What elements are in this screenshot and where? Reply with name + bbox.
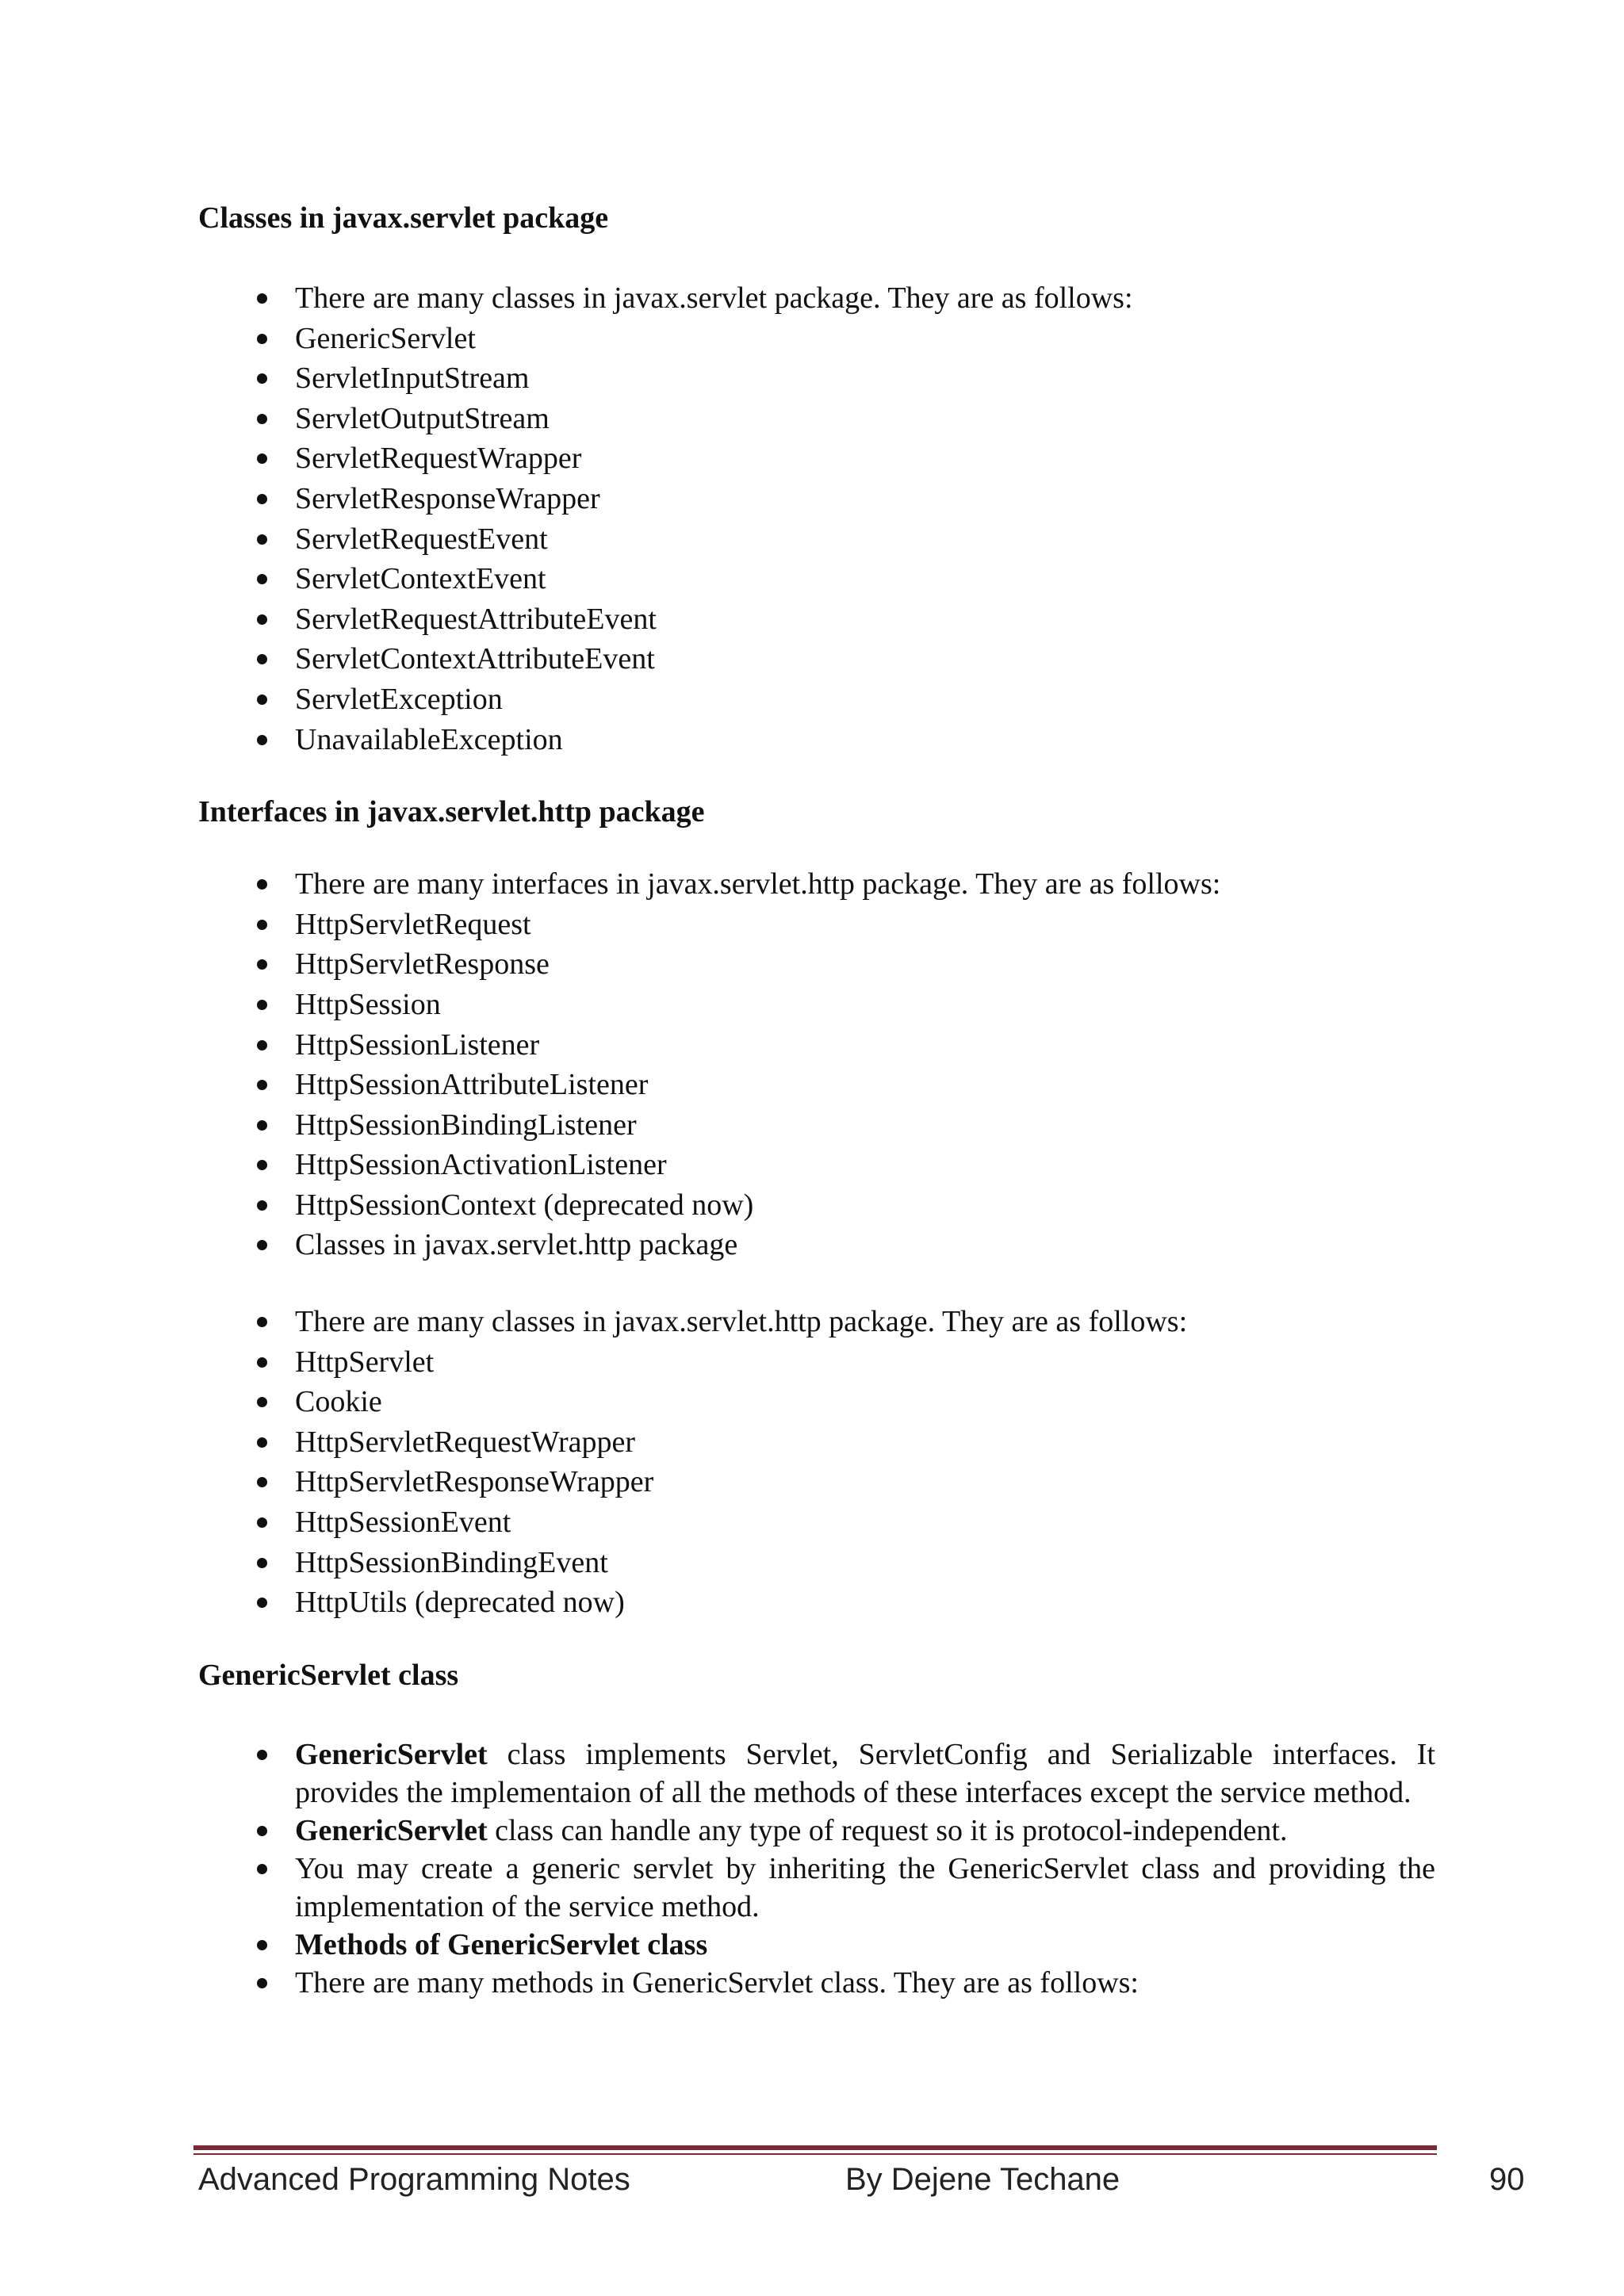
bullet-icon xyxy=(257,293,267,304)
list-item: GenericServlet class implements Servlet, ServletConfig and Serializable interfaces. It provides the implementaion of all the methods of these interfaces except the service method. xyxy=(198,1735,1435,1812)
list-item: There are many classes in javax.servlet.http package. They are as follows: xyxy=(198,1302,1435,1342)
bullet-icon xyxy=(257,1240,267,1250)
list-item: You may create a generic servlet by inheriting the GenericServlet class and providing the implementation of the service method. xyxy=(198,1850,1435,1926)
bullet-icon xyxy=(257,1437,267,1448)
list-item: ServletRequestEvent xyxy=(198,519,1435,560)
bullet-icon xyxy=(257,735,267,745)
bullet-list-classes-javax-servlet-http xyxy=(198,1302,1435,1623)
page-content xyxy=(198,194,1435,2002)
bullet-icon xyxy=(257,1397,267,1407)
bullet-icon xyxy=(257,1598,267,1608)
bullet-icon xyxy=(257,453,267,464)
footer-author: By Dejene Techane xyxy=(845,2162,1120,2197)
list-item: HttpServletRequestWrapper xyxy=(198,1422,1435,1463)
list-item: ServletRequestWrapper xyxy=(198,438,1435,479)
bullet-icon xyxy=(257,334,267,344)
list-item: There are many interfaces in javax.servlet.http package. They are as follows: xyxy=(198,864,1435,905)
bullet-icon xyxy=(257,1160,267,1170)
list-item: ServletException xyxy=(198,679,1435,720)
list-item: GenericServlet class can handle any type of request so it is protocol-independent. xyxy=(198,1812,1435,1850)
bullet-icon xyxy=(257,959,267,970)
list-item: HttpSessionEvent xyxy=(198,1502,1435,1543)
bullet-icon xyxy=(257,1200,267,1211)
list-item: HttpSessionActivationListener xyxy=(198,1145,1435,1185)
bullet-icon xyxy=(257,654,267,664)
list-item: HttpSessionListener xyxy=(198,1025,1435,1066)
list-item: ServletInputStream xyxy=(198,358,1435,399)
list-item: HttpSessionContext (deprecated now) xyxy=(198,1185,1435,1226)
list-item: HttpServlet xyxy=(198,1342,1435,1383)
list-item: HttpServletResponseWrapper xyxy=(198,1462,1435,1502)
bullet-icon xyxy=(257,1978,267,1988)
list-item: Classes in javax.servlet.http package xyxy=(198,1225,1435,1265)
section-heading-interfaces-javax-servlet-http: Interfaces in javax.servlet.http package xyxy=(198,795,705,829)
bullet-list-interfaces-javax-servlet-http xyxy=(198,864,1435,1265)
footer-divider-thick xyxy=(193,2145,1437,2150)
list-item: There are many methods in GenericServlet class. They are as follows: xyxy=(198,1964,1435,2002)
bullet-icon xyxy=(257,1120,267,1131)
list-item: HttpUtils (deprecated now) xyxy=(198,1582,1435,1623)
bullet-icon xyxy=(257,695,267,705)
bullet-icon xyxy=(257,1940,267,1950)
bullet-icon xyxy=(257,1357,267,1368)
list-item: HttpServletRequest xyxy=(198,905,1435,945)
list-item: HttpServletResponse xyxy=(198,944,1435,985)
bullet-icon xyxy=(257,920,267,930)
list-item: HttpSessionAttributeListener xyxy=(198,1065,1435,1105)
list-item: ServletOutputStream xyxy=(198,399,1435,439)
bullet-icon xyxy=(257,879,267,890)
bullet-icon xyxy=(257,373,267,384)
list-item: Cookie xyxy=(198,1382,1435,1422)
bullet-icon xyxy=(257,1517,267,1528)
bullet-icon xyxy=(257,614,267,625)
bullet-icon xyxy=(257,1558,267,1568)
list-item: ServletContextAttributeEvent xyxy=(198,639,1435,679)
bullet-icon xyxy=(257,494,267,504)
list-item: UnavailableException xyxy=(198,720,1435,760)
list-item: HttpSessionBindingListener xyxy=(198,1105,1435,1146)
bullet-icon xyxy=(257,1040,267,1050)
footer-divider-thin xyxy=(193,2153,1437,2155)
bullet-icon xyxy=(257,1000,267,1010)
bullet-icon xyxy=(257,414,267,424)
list-item: GenericServlet xyxy=(198,319,1435,359)
list-item: ServletRequestAttributeEvent xyxy=(198,599,1435,640)
list-item: HttpSession xyxy=(198,985,1435,1025)
list-item: ServletResponseWrapper xyxy=(198,479,1435,519)
bullet-icon xyxy=(257,1826,267,1836)
list-item: Methods of GenericServlet class xyxy=(198,1926,1435,1964)
page-number: 90 xyxy=(1489,2162,1525,2197)
list-item: There are many classes in javax.servlet package. They are as follows: xyxy=(198,278,1435,319)
section-heading-classes-javax-servlet: Classes in javax.servlet package xyxy=(198,201,609,235)
bullet-icon xyxy=(257,1317,267,1327)
bullet-icon xyxy=(257,534,267,545)
bullet-icon xyxy=(257,1864,267,1874)
bullet-icon xyxy=(257,1477,267,1487)
bullet-icon xyxy=(257,1750,267,1760)
list-item: HttpSessionBindingEvent xyxy=(198,1543,1435,1583)
section-heading-genericservlet-class: GenericServlet class xyxy=(198,1658,459,1692)
list-item: ServletContextEvent xyxy=(198,559,1435,599)
bullet-icon xyxy=(257,574,267,584)
bullet-list-classes-javax-servlet xyxy=(198,278,1435,760)
bullet-icon xyxy=(257,1080,267,1090)
footer-title: Advanced Programming Notes xyxy=(198,2162,630,2197)
bullet-list-genericservlet xyxy=(198,1735,1435,2002)
